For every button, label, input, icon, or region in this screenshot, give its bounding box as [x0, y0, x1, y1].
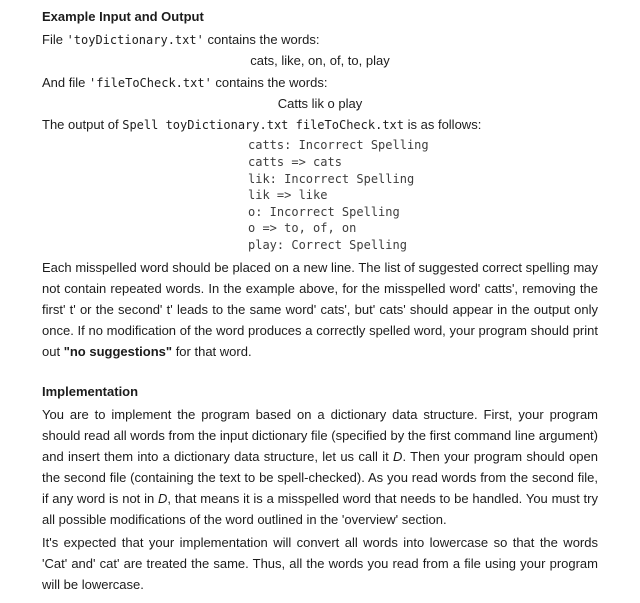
- impl-p3-text: , that means it is a misspelled word that needs to be handled. You must try all possible modifications of the word outlined in the 'overview' section.: [42, 490, 598, 527]
- dictionary-file-line: [42, 29, 598, 50]
- section-gap: [42, 363, 598, 381]
- output-line: lik: Incorrect Spelling: [248, 171, 415, 186]
- example-explanation-post: for that word.: [172, 344, 252, 360]
- output-line: catts => cats: [248, 155, 342, 169]
- implementation-paragraph-2: It's expected that your implementation will convert all words into lowercase so that the words 'Cat' and' cat' are treated the same. Thus, all the words you read from a file using your program will be lowercase.: [42, 534, 598, 592]
- implementation-paragraph-1: [42, 404, 598, 530]
- check-filename-code: 'fileToCheck.txt': [88, 75, 212, 90]
- check-file-line-post: contains the words:: [211, 74, 328, 90]
- output-line: catts: Incorrect Spelling: [248, 138, 429, 153]
- output-command-line-pre: The output of: [42, 117, 123, 133]
- check-file-line-pre: And file: [42, 74, 89, 90]
- example-explanation-paragraph: [42, 257, 598, 362]
- dictionary-file-line-post: contains the words:: [203, 32, 320, 48]
- implementation-section-heading: Implementation: [42, 383, 139, 399]
- output-line: play: Correct Spelling: [248, 237, 407, 252]
- variable-d: D: [393, 448, 403, 464]
- no-suggestions-bold: "no suggestions": [63, 344, 173, 360]
- variable-d: D: [158, 490, 168, 506]
- spell-command-code: Spell toyDictionary.txt fileToCheck.txt: [122, 118, 404, 133]
- output-command-line-post: is as follows:: [404, 117, 482, 133]
- dictionary-file-line-pre: File: [42, 32, 67, 48]
- dictionary-words: cats, like, on, of, to, play: [250, 53, 390, 69]
- example-section-heading: Example Input and Output: [42, 9, 204, 24]
- output-command-line: [42, 114, 598, 135]
- check-file-line: [42, 72, 598, 93]
- dictionary-filename-code: 'toyDictionary.txt': [66, 33, 204, 48]
- example-explanation-pre: Each misspelled word should be placed on a new line. The list of suggested correct spelling may not contain repeated words. In the example above, for the misspelled word' catts', removing the first' t' or the second' t' leads to the same word' cats', but' cats' should appear in the output only once. If no modification of the word produces a correctly spelled word, your program should print out: [42, 260, 598, 360]
- check-words: Catts lik o play: [277, 95, 363, 111]
- output-line: o => to, of, on: [248, 221, 357, 236]
- output-line: o: Incorrect Spelling: [248, 204, 400, 219]
- impl-p2-text: . Then your program should open the second file (containing the text to be spell-checked). As you read words from the second file, if any word is not in: [42, 448, 598, 506]
- output-line: lik => like: [248, 188, 328, 203]
- program-output-block: [248, 137, 598, 253]
- impl-p1-text: You are to implement the program based on a dictionary data structure. First, your program should read all words from the input dictionary file (specified by the first command line argument) and insert them into a dictionary data structure, let us call it: [42, 406, 598, 464]
